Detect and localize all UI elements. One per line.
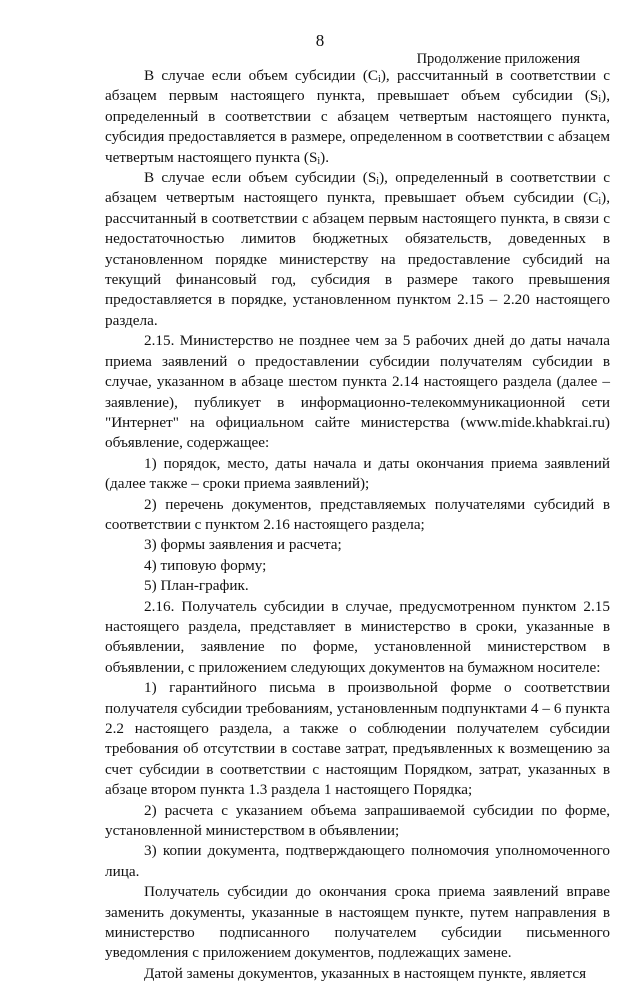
list-item: 2) перечень документов, представляемых получателями субсидий в соответствии с пунктом 2.16 настоящего раздела;	[105, 495, 610, 533]
paragraph: В случае если объем субсидии $(S_i)$, определенный в соответствии с абзацем четвертым настоящего пункта, превышает объем субсидии $(C_i)$, рассчитанный в соответствии с абзацем первым настоящего пункта, в связи с недостаточностью лимитов бюджетных обязательств, доведенных в установленном порядке министерству на предоставление субсидий на текущий финансовый год, субсидия в размере такого превышения предоставляется в порядке, установленном пунктом 2.15 – 2.20 настоящего раздела.	[105, 169, 610, 329]
list-item: 1) порядок, место, даты начала и даты окончания приема заявлений (далее также – сроки приема заявлений);	[105, 454, 610, 493]
paragraph: Получатель субсидии до окончания срока приема заявлений вправе заменить документы, указанные в настоящем пункте, путем направления в министерство подписанного получателем субсидии письменного уведомления с приложением документов, подлежащих замене.	[105, 883, 610, 962]
list-item: 4) типовую форму;	[144, 556, 267, 574]
paragraph: В случае если объем субсидии $(C_i)$, рассчитанный в соответствии с абзацем первым настоящего пункта, превышает объем субсидии $(S_i)$, определенный в соответствии с абзацем четвертым настоящего пункта, субсидия предоставляется в размере, определенном в соответствии с абзацем четвертым настоящего пункта $(S_i)$.	[105, 67, 611, 167]
page-number: 8	[315, 31, 325, 50]
list-item: 3) копии документа, подтверждающего полномочия уполномоченного лица.	[105, 842, 610, 880]
paragraph: 2.16. Получатель субсидии в случае, предусмотренном пунктом 2.15 настоящего раздела, представляет в министерство в сроки, указанные в объявлении, заявление по форме, установленной министерством в объявлении, с приложением следующих документов на бумажном носителе:	[105, 597, 610, 676]
list-item: 3) формы заявления и расчета;	[144, 536, 342, 554]
list-item: 5) План-график.	[144, 577, 249, 595]
paragraph: 2.15. Министерство не позднее чем за 5 рабочих дней до даты начала приема заявлений о предоставлении субсидии получателям субсидии в случае, указанном в абзаце шестом пункта 2.14 настоящего раздела (далее – заявление), публикует в информационно-телекоммуникационной сети "Интернет" на официальном сайте министерства (www.mide.khabkrai.ru) объявление, содержащее:	[105, 332, 610, 452]
appendix-continuation-label: Продолжение приложения	[416, 51, 580, 67]
paragraph: Датой замены документов, указанных в настоящем пункте, является	[144, 964, 587, 982]
document-body	[105, 66, 610, 984]
list-item: 2) расчета с указанием объема запрашиваемой субсидии по форме, установленной министерством в объявлении;	[105, 801, 610, 840]
list-item: 1) гарантийного письма в произвольной форме о соответствии получателя субсидии требованиям, установленным подпунктами 4 – 6 пункта 2.2 настоящего раздела, а также о соблюдении получателем субсидии требования об отсутствии в составе затрат, предъявленных к возмещению за счет субсидии в соответствии с настоящим Порядком, затрат, указанных в абзаце втором пункта 1.3 раздела 1 настоящего Порядка;	[105, 679, 610, 799]
